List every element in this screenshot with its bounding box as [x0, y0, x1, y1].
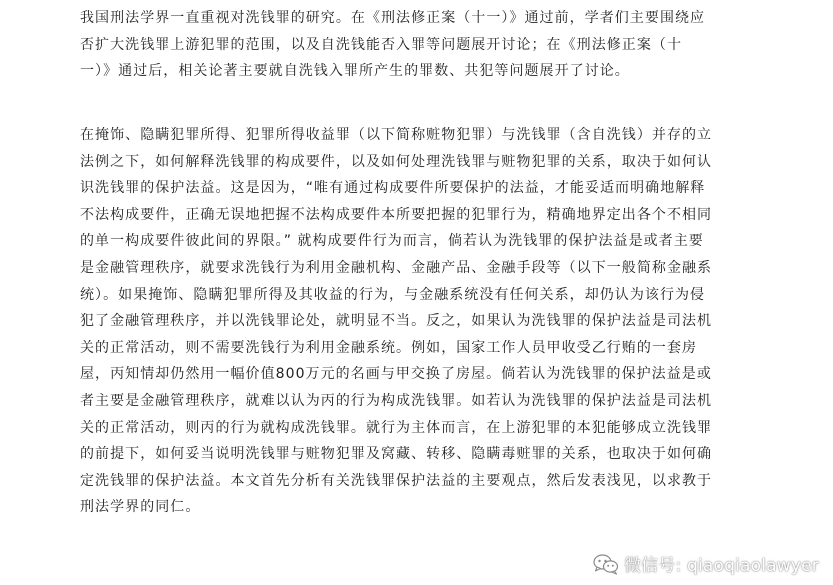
paragraph-line: 否扩大洗钱罪上游犯罪的范围，以及自洗钱能否入罪等问题展开讨论；在《刑法修正案（十 — [80, 36, 682, 53]
paragraph-line: 我国刑法学界一直重视对洗钱罪的研究。在《刑法修正案（十一）》通过前，学者们主要围绕应 — [80, 10, 706, 26]
paragraph-line: 统）。如果掩饰、隐瞒犯罪所得及其收益的行为，与金融系统没有任何关系，却仍认为该行为侵 — [80, 286, 706, 303]
paragraph-line: 关的正常活动，则不需要洗钱行为利用金融系统。例如，国家工作人员甲收受乙行贿的一套房 — [80, 339, 698, 356]
paragraph-1 — [80, 5, 740, 85]
paragraph-line: 是金融管理秩序，就要求洗钱行为利用金融机构、金融产品、金融手段等（以下一般简称金融系 — [80, 259, 713, 276]
paragraph-line: 的单一构成要件彼此间的界限。” 就构成要件行为而言，倘若认为洗钱罪的保护法益是或者主要 — [80, 233, 704, 250]
paragraph-line: 刑法学界的同仁。 — [80, 499, 201, 516]
paragraph-line: 犯了金融管理秩序，并以洗钱罪论处，就明显不当。反之，如果认为洗钱罪的保护法益是司法机 — [80, 313, 713, 330]
paragraph-line: 法例之下，如何解释洗钱罪的构成要件，以及如何处理洗钱罪与赃物犯罪的关系，取决于如何认 — [80, 153, 713, 170]
paragraph-line: 不法构成要件，正确无误地把握不法构成要件本所要把握的犯罪行为，精确地界定出各个不相同 — [80, 206, 713, 223]
paragraph-line: 关的正常活动，则丙的行为就构成洗钱罪。就行为主体而言，在上游犯罪的本犯能够成立洗钱罪 — [80, 419, 713, 436]
paragraph-line: 者主要是金融管理秩序，就难以认为丙的行为构成洗钱罪。如若认为洗钱罪的保护法益是司法机 — [80, 392, 713, 409]
wechat-icon — [592, 553, 620, 575]
watermark — [592, 551, 819, 576]
paragraph-line: 在掩饰、隐瞒犯罪所得、犯罪所得收益罪（以下简称赃物犯罪）与洗钱罪（含自洗钱）并存的立 — [80, 127, 713, 143]
paragraph-2 — [80, 122, 740, 521]
watermark-text: 微信号: qiaoqiaolawyer — [623, 556, 819, 576]
paragraph-line: 一）》通过后，相关论著主要就自洗钱入罪所产生的罪数、共犯等问题展开了讨论。 — [80, 63, 630, 80]
paragraph-line: 屋，丙知情却仍然用一幅价值800万元的名画与甲交换了房屋。倘若认为洗钱罪的保护法益是或 — [80, 366, 712, 383]
paragraph-line: 识洗钱罪的保护法益。这是因为，“唯有通过构成要件所要保护的法益，才能妥适而明确地解释 — [80, 180, 706, 197]
paragraph-line: 定洗钱罪的保护法益。本文首先分析有关洗钱罪保护法益的主要观点，然后发表浅见，以求教于 — [80, 472, 713, 489]
paragraph-line: 的前提下，如何妥当说明洗钱罪与赃物犯罪及窝藏、转移、隐瞒毒赃罪的关系，也取决于如何确 — [80, 446, 713, 463]
